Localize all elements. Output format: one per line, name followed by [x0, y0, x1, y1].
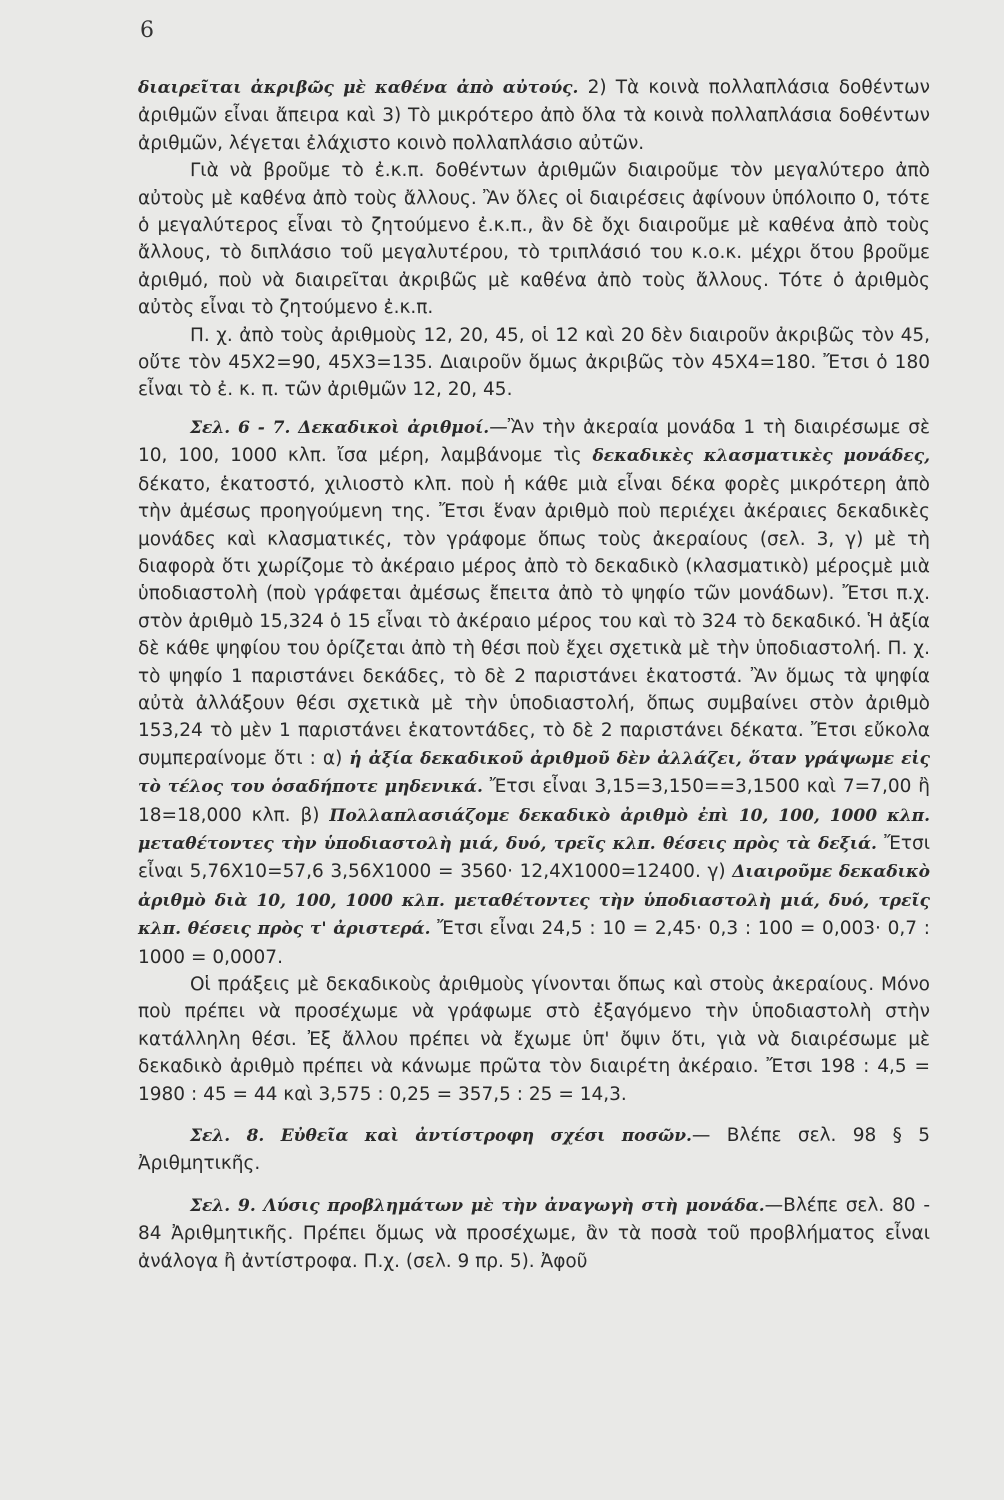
- body-text: δέκατο, ἑκατοστό, χιλιοστὸ κλπ. ποὺ ἡ κάθε μιὰ εἶναι δέκα φορὲς μικρότερη ἀπὸ τὴν ἀμέσως προηγούμενη της. Ἔτσι ἕναν ἀριθμὸ ποὺ περιέχει ἀκέραιες δεκαδικὲς μονάδες καὶ κλασματικές, τὸν γράφομε ὅπως τοὺς ἀκεραίους (σελ. 3, γ) μὲ τὴ διαφορὰ ὅτι χωρίζομε τὸ ἀκέραιο μέρος ἀπὸ τὸ δεκαδικὸ (κλασματικὸ) μέροςμὲ μιὰ ὑποδιαστολὴ (ποὺ γράφεται ἀμέσως ἔπειτα ἀπὸ τὸ ψηφίο τῶν μονάδων). Ἔτσι π.χ. στὸν ἀριθμὸ 15,324 ὁ 15 εἶναι τὸ ἀκέραιο μέρος του καὶ τὸ 324 τὸ δεκαδικό. Ἡ ἀξία δὲ κάθε ψηφίου του ὁρίζεται ἀπὸ τὴ θέσι ποὺ ἔχει σχετικὰ μὲ τὴν ὑποδιαστολή. Π. χ. τὸ ψηφίο 1 παριστάνει δεκάδες, τὸ δὲ 2 παριστάνει ἑκατοστά. Ἂν ὅμως τὰ ψηφία αὐτὰ ἀλλάξουν θέσι σχετικὰ μὲ τὴν ὑποδιαστολή, ὅπως συμβαίνει στὸν ἀριθμὸ 153,24 τὸ μὲν 1 παριστάνει ἑκατοντάδες, τὸ δὲ 2 παριστάνει δέκατα. Ἔτσι εὔκολα συμπεραίνομε ὅτι : α): [138, 473, 930, 769]
- body-text: Ἔτσι εἶναι 3,15=3,150==3,1500 καὶ 7=7,00 ἢ 18=18,000 κλπ. β): [138, 776, 930, 826]
- body-text: —Βλέπε σελ. 80 - 84 Ἀριθμητικῆς. Πρέπει ὅμως νὰ προσέχωμε, ἂν τὰ ποσὰ τοῦ προβλήματος εἶναι ἀνάλογα ἢ ἀντίστροφα. Π.χ. (σελ. 9 πρ. 5). Ἀφοῦ: [138, 1194, 930, 1272]
- page-number: 6: [140, 18, 154, 43]
- body-text: Οἱ πράξεις μὲ δεκαδικοὺς ἀριθμοὺς γίνονται ὅπως καὶ στοὺς ἀκεραίους. Μόνο ποὺ πρέπει νὰ προσέχωμε νὰ γράφωμε στὸ ἐξαγόμενο τὴν ὑποδιαστολὴ στὴν κατάλληλη θέσι. Ἐξ ἄλλου πρέπει νὰ ἔχωμε ὑπ' ὄψιν ὅτι, γιὰ νὰ διαιρέσωμε μὲ δεκαδικὸ ἀριθμὸ πρέπει νὰ κάνωμε πρῶτα τὸν διαιρέτη ἀκέραιο. Ἔτσι 198 : 4,5 = 1980 : 45 = 44 καὶ 3,575 : 0,25 = 357,5 : 25 = 14,3.: [138, 974, 930, 1105]
- paragraph-decimals: [138, 414, 930, 971]
- emphasis-text: ἡ ἀξία δεκαδικοῦ ἀριθμοῦ δὲν ἀλλάζει, ὅταν γράψωμε εἰς τὸ τέλος του ὁσαδήποτε μηδενικά.: [138, 748, 930, 798]
- body-text: — Βλέπε σελ. 98 § 5 Ἀριθμητικῆς.: [138, 1125, 930, 1175]
- paragraph-unit-reduction: [138, 1192, 930, 1275]
- section-heading: Σελ. 6 - 7. Δεκαδικοὶ ἀριθμοί.: [190, 417, 490, 438]
- emphasis-text: διαιρεῖται ἀκριβῶς μὲ καθένα ἀπὸ αὐτούς.: [138, 78, 579, 98]
- paragraph-decimal-operations: [138, 971, 930, 1108]
- page-body: [138, 74, 930, 1275]
- body-text: Ἔτσι εἶναι 5,76Χ10=57,6 3,56Χ1000 = 3560· 12,4Χ1000=12400. γ): [138, 832, 930, 883]
- emphasis-text: δεκαδικὲς κλασματικὲς μονάδες,: [592, 446, 930, 467]
- body-text: Γιὰ νὰ βροῦμε τὸ ἐ.κ.π. δοθέντων ἀριθμῶν διαιροῦμε τὸν μεγαλύτερο ἀπὸ αὐτοὺς μὲ καθένα ἀπὸ τοὺς ἄλλους. Ἂν ὅλες οἱ διαιρέσεις ἀφίνουν ὑπόλοιπο 0, τότε ὁ μεγαλύτερος εἶναι τὸ ζητούμενο ἐ.κ.π., ἂν δὲ ὄχι διαιροῦμε μὲ καθένα ἀπὸ τοὺς ἄλλους, τὸ διπλάσιο τοῦ μεγαλυτέρου, τὸ τριπλάσιό του κ.ο.κ. μέχρι ὅτου βροῦμε ἀριθμό, ποὺ νὰ διαιρεῖται ἀκριβῶς μὲ καθένα ἀπὸ τοὺς ἄλλους. Τότε ὁ ἀριθμὸς αὐτὸς εἶναι τὸ ζητούμενο ἐ.κ.π.: [138, 160, 930, 319]
- body-text: —Ἂν τὴν ἀκεραία μονάδα 1 τὴ διαιρέσωμε σὲ 10, 100, 1000 κλπ. ἴσα μέρη, λαμβάνομε τὶς: [138, 416, 931, 467]
- body-text: Ἔτσι εἶναι 24,5 : 10 = 2,45· 0,3 : 100 = 0,003· 0,7 : 1000 = 0,0007.: [138, 918, 930, 968]
- paragraph-lcm-method: [138, 157, 930, 321]
- emphasis-text: Διαιροῦμε δεκαδικὸ ἀριθμὸ διὰ 10, 100, 1000 κλπ. μεταθέτοντες τὴν ὑποδιαστολὴ μιά, δυό, τρεῖς κλπ. θέσεις πρὸς τ' ἀριστερά.: [138, 862, 930, 940]
- paragraph-lcm-end: [138, 74, 930, 157]
- paragraph-lcm-example: [138, 322, 930, 404]
- body-text: 2) Τὰ κοινὰ πολλαπλάσια δοθέντων ἀριθμῶν εἶναι ἄπειρα καὶ 3) Τὸ μικρότερο ἀπὸ ὅλα τὰ κοινὰ πολλαπλάσια δοθέντων ἀριθμῶν, λέγεται ἐλάχιστο κοινὸ πολλαπλάσιο αὐτῶν.: [138, 77, 930, 154]
- section-heading: Σελ. 9. Λύσις προβλημάτων μὲ τὴν ἀναγωγὴ στὴ μονάδα.: [190, 1195, 765, 1216]
- paragraph-proportion: [138, 1122, 930, 1178]
- body-text: Π. χ. ἀπὸ τοὺς ἀριθμοὺς 12, 20, 45, οἱ 12 καὶ 20 δὲν διαιροῦν ἀκριβῶς τὸν 45, οὔτε τὸν 45Χ2=90, 45Χ3=135. Διαιροῦν ὅμως ἀκριβῶς τὸν 45Χ4=180. Ἔτσι ὁ 180 εἶναι τὸ ἐ. κ. π. τῶν ἀριθμῶν 12, 20, 45.: [138, 324, 930, 401]
- section-heading: Σελ. 8. Εὐθεῖα καὶ ἀντίστροφη σχέσι ποσῶν.: [190, 1126, 692, 1147]
- emphasis-text: Πολλαπλασιάζομε δεκαδικὸ ἀριθμὸ ἐπὶ 10, 100, 1000 κλπ. μεταθέτοντες τὴν ὑποδιαστολὴ μιά, δυό, τρεῖς κλπ. θέσεις πρὸς τὰ δεξιά.: [138, 805, 930, 854]
